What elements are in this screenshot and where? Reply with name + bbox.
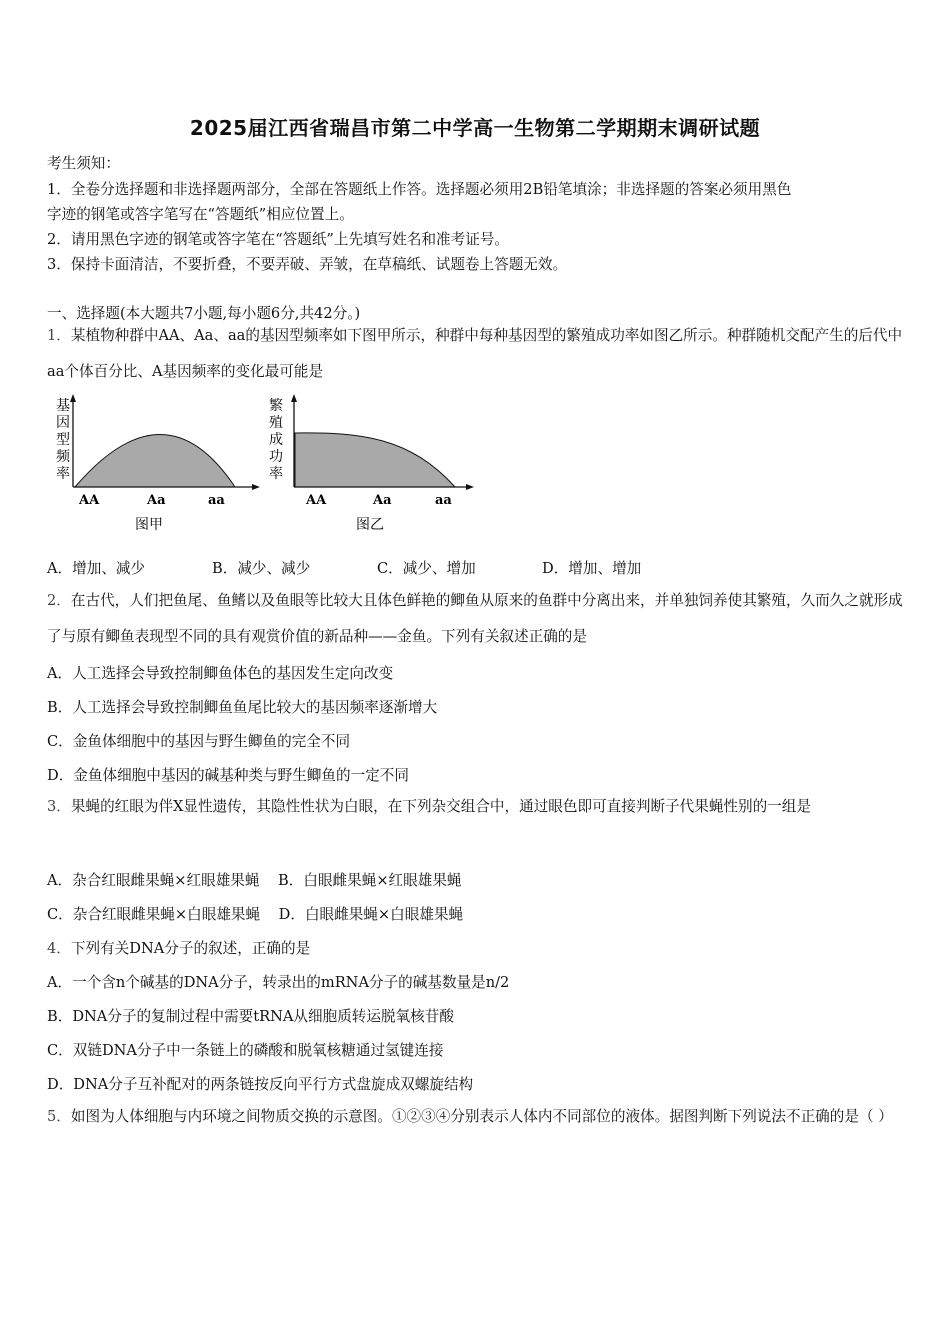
question-number: 2． <box>47 592 71 609</box>
chart-genotype-frequency <box>56 394 260 533</box>
question-stem: 在古代，人们把鱼尾、鱼鳍以及鱼眼等比较大且体色鲜艳的鲫鱼从原来的鱼群中分离出来，并单独饲养使其繁殖，久而久之就形成了与原有鲫鱼表现型不同的具有观赏价值的新品种——金鱼。下列有关叙述正确的是 <box>47 592 903 645</box>
question-1-figure <box>40 390 490 540</box>
chart-a-y-arrow <box>70 394 76 402</box>
question-5 <box>47 1099 909 1135</box>
option-c[interactable]: C．双链DNA分子中一条链上的磷酸和脱氧核糖通过氢键连接 <box>47 1042 444 1059</box>
question-1-options <box>47 557 641 578</box>
question-number: 5． <box>47 1108 71 1125</box>
question-3-options-cd[interactable]: C．杂合红眼雌果蝇×白眼雄果蝇 D．白眼雌果蝇×白眼雄果蝇 <box>47 906 464 923</box>
option-b[interactable]: B．人工选择会导致控制鲫鱼鱼尾比较大的基因频率逐渐增大 <box>47 699 438 716</box>
chart-b-ylabel-char: 成 <box>269 432 283 448</box>
question-1 <box>47 318 909 390</box>
option-c[interactable]: C．减少、增加 <box>377 560 476 577</box>
notice-item: 3．保持卡面清洁，不要折叠，不要弄破、弄皱，在草稿纸、试题卷上答题无效。 <box>47 256 568 273</box>
option-b[interactable]: B．减少、减少 <box>212 560 311 577</box>
question-stem: 下列有关DNA分子的叙述，正确的是 <box>70 940 311 957</box>
option-a[interactable]: A．一个含n个碱基的DNA分子，转录出的mRNA分子的碱基数量是n/2 <box>47 974 510 991</box>
question-3-options-ab[interactable]: A．杂合红眼雌果蝇×红眼雄果蝇 B．白眼雌果蝇×红眼雄果蝇 <box>47 872 462 889</box>
chart-b-tick-label: Aa <box>373 493 392 508</box>
question-stem: 果蝇的红眼为伴X显性遗传，其隐性性状为白眼，在下列杂交组合中，通过眼色即可直接判断子代果蝇性别的一组是 <box>70 798 811 815</box>
chart-b-y-arrow <box>291 394 297 402</box>
chart-b-x-arrow <box>466 484 474 490</box>
option-d[interactable]: D．增加、增加 <box>542 560 642 577</box>
chart-b-tick-label: AA <box>306 493 327 508</box>
option-a[interactable]: A．增加、减少 <box>47 560 146 577</box>
chart-a-ylabel-char: 频 <box>56 449 70 465</box>
option-b[interactable]: B．DNA分子的复制过程中需要tRNA从细胞质转运脱氧核苷酸 <box>47 1008 454 1025</box>
chart-b-area <box>295 433 455 487</box>
notice-item: 字迹的钢笔或答字笔写在“答题纸”相应位置上。 <box>47 206 354 223</box>
chart-a-tick-label: aa <box>208 493 225 508</box>
chart-b-ylabel-char: 功 <box>269 449 283 465</box>
question-3 <box>47 789 909 825</box>
chart-reproductive-success <box>269 394 474 533</box>
chart-b-tick-label: aa <box>435 493 452 508</box>
chart-a-x-arrow <box>252 484 260 490</box>
chart-a-ylabel-char: 基 <box>56 398 70 414</box>
question-2 <box>47 583 909 655</box>
section-heading: 一、选择题(本大题共7小题,每小题6分,共42分。) <box>47 305 361 322</box>
chart-b-ylabel-char: 殖 <box>269 415 283 431</box>
option-c[interactable]: C．金鱼体细胞中的基因与野生鲫鱼的完全不同 <box>47 733 351 750</box>
option-d[interactable]: D．金鱼体细胞中基因的碱基种类与野生鲫鱼的一定不同 <box>47 767 409 784</box>
genotype-charts <box>40 390 490 540</box>
chart-a-area <box>75 435 235 488</box>
chart-a-ylabel-char: 因 <box>56 415 70 431</box>
question-number: 3． <box>47 798 71 815</box>
chart-b-ylabel-char: 率 <box>269 466 283 482</box>
question-number: 4． <box>47 940 71 957</box>
chart-b-caption: 图乙 <box>356 517 384 533</box>
chart-a-tick-label: AA <box>79 493 100 508</box>
question-number: 1． <box>47 327 71 344</box>
question-stem: 如图为人体细胞与内环境之间物质交换的示意图。①②③④分别表示人体内不同部位的液体。据图判断下列说法不正确的是（ ） <box>70 1108 893 1125</box>
question-stem: 某植物种群中AA、Aa、aa的基因型频率如下图甲所示，种群中每种基因型的繁殖成功率如图乙所示。种群随机交配产生的后代中aa个体百分比、A基因频率的变化最可能是 <box>47 327 903 380</box>
chart-b-ylabel-char: 繁 <box>269 398 283 414</box>
option-a[interactable]: A．人工选择会导致控制鲫鱼体色的基因发生定向改变 <box>47 665 394 682</box>
chart-a-ylabel-char: 率 <box>56 466 70 482</box>
notice-item: 2．请用黑色字迹的钢笔或答字笔在“答题纸”上先填写姓名和准考证号。 <box>47 231 510 248</box>
chart-a-ylabel-char: 型 <box>56 432 70 448</box>
notice-item: 1．全卷分选择题和非选择题两部分，全部在答题纸上作答。选择题必须用2B铅笔填涂；非选择题的答案必须用黑色 <box>47 181 792 198</box>
option-d[interactable]: D．DNA分子互补配对的两条链按反向平行方式盘旋成双螺旋结构 <box>47 1076 474 1093</box>
page-title: 2025届江西省瑞昌市第二中学高一生物第二学期期末调研试题 <box>189 116 761 140</box>
question-4 <box>47 937 310 958</box>
chart-a-tick-label: Aa <box>147 493 166 508</box>
chart-a-caption: 图甲 <box>135 517 163 533</box>
notice-heading: 考生须知： <box>47 155 120 172</box>
